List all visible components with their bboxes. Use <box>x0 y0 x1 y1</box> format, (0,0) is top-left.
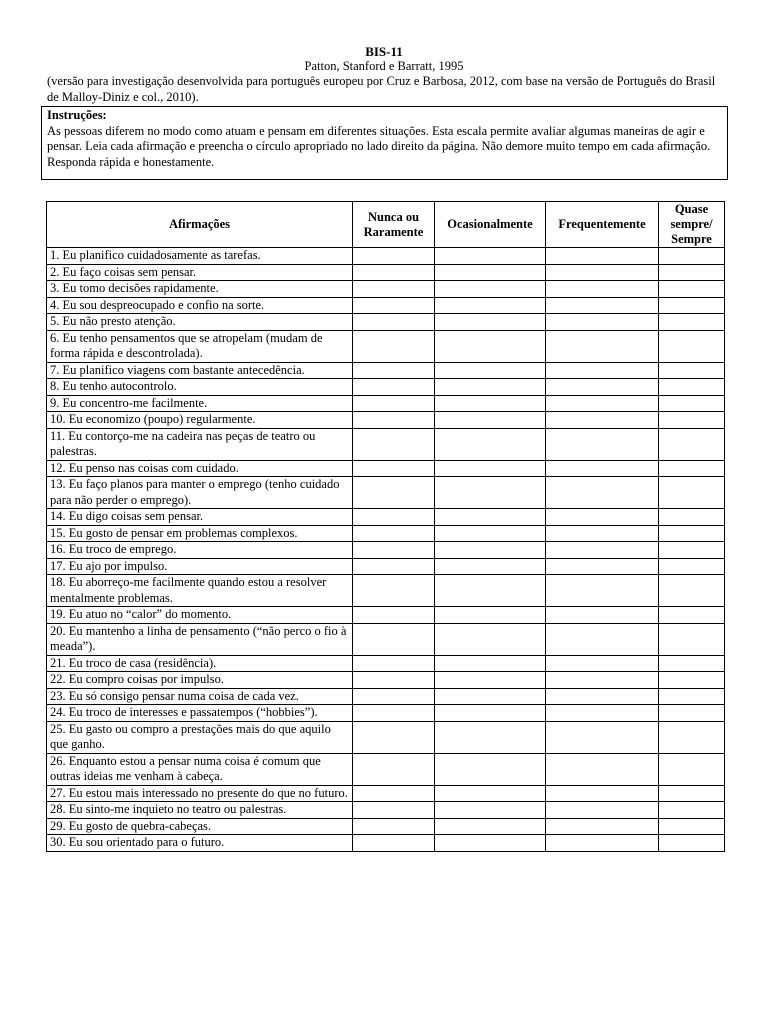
instructions-box <box>41 106 728 180</box>
answer-cell-frequently[interactable] <box>546 314 659 331</box>
statement-text: 10. Eu economizo (poupo) regularmente. <box>47 412 353 429</box>
answer-cell-never[interactable] <box>353 575 435 607</box>
answer-cell-occasionally[interactable] <box>435 688 546 705</box>
statement-text: 9. Eu concentro-me facilmente. <box>47 395 353 412</box>
answer-cell-frequently[interactable] <box>546 297 659 314</box>
answer-cell-frequently[interactable] <box>546 558 659 575</box>
answer-cell-almost-always[interactable] <box>659 428 725 460</box>
instructions-heading: Instruções: <box>47 108 107 122</box>
answer-cell-never[interactable] <box>353 379 435 396</box>
statement-text: 16. Eu troco de emprego. <box>47 542 353 559</box>
answer-cell-frequently[interactable] <box>546 248 659 265</box>
answer-cell-occasionally[interactable] <box>435 379 546 396</box>
answer-cell-almost-always[interactable] <box>659 818 725 835</box>
answer-cell-never[interactable] <box>353 330 435 362</box>
answer-cell-occasionally[interactable] <box>435 753 546 785</box>
answer-cell-never[interactable] <box>353 705 435 722</box>
table-row <box>47 525 725 542</box>
answer-cell-frequently[interactable] <box>546 623 659 655</box>
statement-text: 15. Eu gosto de pensar em problemas complexos. <box>47 525 353 542</box>
answer-cell-almost-always[interactable] <box>659 753 725 785</box>
table-row <box>47 835 725 852</box>
answer-cell-frequently[interactable] <box>546 721 659 753</box>
statement-text: 23. Eu só consigo pensar numa coisa de cada vez. <box>47 688 353 705</box>
answer-cell-frequently[interactable] <box>546 705 659 722</box>
answer-cell-occasionally[interactable] <box>435 248 546 265</box>
answer-cell-never[interactable] <box>353 362 435 379</box>
statement-text: 21. Eu troco de casa (residência). <box>47 655 353 672</box>
answer-cell-occasionally[interactable] <box>435 623 546 655</box>
answer-cell-almost-always[interactable] <box>659 248 725 265</box>
table-row <box>47 460 725 477</box>
document-authors: Patton, Stanford e Barratt, 1995 <box>304 59 464 73</box>
answer-cell-frequently[interactable] <box>546 330 659 362</box>
answer-cell-occasionally[interactable] <box>435 655 546 672</box>
table-row <box>47 607 725 624</box>
answer-cell-almost-always[interactable] <box>659 297 725 314</box>
table-row <box>47 428 725 460</box>
answer-cell-frequently[interactable] <box>546 460 659 477</box>
statement-text: 25. Eu gasto ou compro a prestações mais do que aquilo que ganho. <box>47 721 353 753</box>
answer-cell-frequently[interactable] <box>546 753 659 785</box>
table-row <box>47 672 725 689</box>
answer-cell-occasionally[interactable] <box>435 575 546 607</box>
version-note: (versão para investigação desenvolvida para português europeu por Cruz e Barbosa, 2012, com base na versão de Português do Brasil de Malloy-Diniz e col., 2010). <box>47 74 716 104</box>
answer-cell-frequently[interactable] <box>546 802 659 819</box>
table-row <box>47 558 725 575</box>
answer-cell-almost-always[interactable] <box>659 281 725 298</box>
statement-text: 30. Eu sou orientado para o futuro. <box>47 835 353 852</box>
answer-cell-never[interactable] <box>353 558 435 575</box>
answer-cell-almost-always[interactable] <box>659 379 725 396</box>
answer-cell-almost-always[interactable] <box>659 412 725 429</box>
answer-cell-never[interactable] <box>353 395 435 412</box>
answer-cell-frequently[interactable] <box>546 785 659 802</box>
table-row <box>47 248 725 265</box>
statement-text: 29. Eu gosto de quebra-cabeças. <box>47 818 353 835</box>
statement-text: 3. Eu tomo decisões rapidamente. <box>47 281 353 298</box>
answer-cell-occasionally[interactable] <box>435 428 546 460</box>
answer-cell-occasionally[interactable] <box>435 314 546 331</box>
answer-cell-frequently[interactable] <box>546 412 659 429</box>
statement-text: 11. Eu contorço-me na cadeira nas peças de teatro ou palestras. <box>47 428 353 460</box>
table-row <box>47 362 725 379</box>
table-row <box>47 688 725 705</box>
answer-cell-occasionally[interactable] <box>435 705 546 722</box>
answer-cell-never[interactable] <box>353 248 435 265</box>
table-row <box>47 297 725 314</box>
statement-text: 19. Eu atuo no “calor” do momento. <box>47 607 353 624</box>
header-row <box>47 202 725 248</box>
statement-text: 28. Eu sinto-me inquieto no teatro ou palestras. <box>47 802 353 819</box>
answer-cell-frequently[interactable] <box>546 362 659 379</box>
statement-text: 14. Eu digo coisas sem pensar. <box>47 509 353 526</box>
table-row <box>47 802 725 819</box>
statement-text: 17. Eu ajo por impulso. <box>47 558 353 575</box>
answer-cell-occasionally[interactable] <box>435 281 546 298</box>
answer-cell-almost-always[interactable] <box>659 721 725 753</box>
answer-cell-almost-always[interactable] <box>659 330 725 362</box>
answer-cell-almost-always[interactable] <box>659 395 725 412</box>
answer-cell-frequently[interactable] <box>546 655 659 672</box>
col-header-occasionally: Ocasionalmente <box>435 202 546 248</box>
answer-cell-never[interactable] <box>353 688 435 705</box>
table-row <box>47 314 725 331</box>
answer-cell-frequently[interactable] <box>546 672 659 689</box>
table-row <box>47 395 725 412</box>
answer-cell-frequently[interactable] <box>546 379 659 396</box>
answer-cell-occasionally[interactable] <box>435 264 546 281</box>
answer-cell-almost-always[interactable] <box>659 655 725 672</box>
answer-cell-occasionally[interactable] <box>435 525 546 542</box>
table-row <box>47 509 725 526</box>
answer-cell-never[interactable] <box>353 428 435 460</box>
answer-cell-almost-always[interactable] <box>659 558 725 575</box>
answer-cell-almost-always[interactable] <box>659 525 725 542</box>
answer-cell-frequently[interactable] <box>546 264 659 281</box>
answer-cell-occasionally[interactable] <box>435 460 546 477</box>
table-row <box>47 655 725 672</box>
answer-cell-never[interactable] <box>353 623 435 655</box>
answer-cell-almost-always[interactable] <box>659 802 725 819</box>
answer-cell-never[interactable] <box>353 753 435 785</box>
answer-cell-frequently[interactable] <box>546 818 659 835</box>
answer-cell-frequently[interactable] <box>546 575 659 607</box>
answer-cell-never[interactable] <box>353 818 435 835</box>
answer-cell-occasionally[interactable] <box>435 785 546 802</box>
statement-text: 13. Eu faço planos para manter o emprego (tenho cuidado para não perder o emprego). <box>47 477 353 509</box>
answer-cell-frequently[interactable] <box>546 509 659 526</box>
answer-cell-occasionally[interactable] <box>435 558 546 575</box>
answer-cell-never[interactable] <box>353 509 435 526</box>
answer-cell-frequently[interactable] <box>546 525 659 542</box>
answer-cell-never[interactable] <box>353 460 435 477</box>
statement-text: 5. Eu não presto atenção. <box>47 314 353 331</box>
answer-cell-almost-always[interactable] <box>659 460 725 477</box>
answer-cell-almost-always[interactable] <box>659 264 725 281</box>
instructions-text: As pessoas diferem no modo como atuam e pensam em diferentes situações. Esta escala permite avaliar algumas maneiras de agir e pensar. Leia cada afirmação e preencha o círculo apropriado no lado direito da página. Não demore muito tempo em cada afirmação. Responda rápida e honestamente. <box>47 123 711 169</box>
answer-cell-never[interactable] <box>353 264 435 281</box>
statement-text: 6. Eu tenho pensamentos que se atropelam (mudam de forma rápida e descontrolada). <box>47 330 353 362</box>
answer-cell-never[interactable] <box>353 281 435 298</box>
table-row <box>47 281 725 298</box>
answer-cell-almost-always[interactable] <box>659 785 725 802</box>
statement-text: 26. Enquanto estou a pensar numa coisa é comum que outras ideias me venham à cabeça. <box>47 753 353 785</box>
answer-cell-never[interactable] <box>353 721 435 753</box>
statement-text: 22. Eu compro coisas por impulso. <box>47 672 353 689</box>
answer-cell-occasionally[interactable] <box>435 542 546 559</box>
col-header-never: Nunca ou Raramente <box>353 202 435 248</box>
answer-cell-almost-always[interactable] <box>659 672 725 689</box>
answer-cell-almost-always[interactable] <box>659 607 725 624</box>
table-row <box>47 705 725 722</box>
col-header-almost-always: Quase sempre/ Sempre <box>659 202 725 248</box>
answer-cell-almost-always[interactable] <box>659 623 725 655</box>
table-row <box>47 379 725 396</box>
statement-text: 24. Eu troco de interesses e passatempos (“hobbies”). <box>47 705 353 722</box>
statement-text: 8. Eu tenho autocontrolo. <box>47 379 353 396</box>
answer-cell-almost-always[interactable] <box>659 314 725 331</box>
answer-cell-occasionally[interactable] <box>435 330 546 362</box>
answer-cell-never[interactable] <box>353 412 435 429</box>
answer-cell-almost-always[interactable] <box>659 688 725 705</box>
answer-cell-never[interactable] <box>353 525 435 542</box>
table-row <box>47 785 725 802</box>
answer-cell-occasionally[interactable] <box>435 721 546 753</box>
table-row <box>47 721 725 753</box>
answer-cell-frequently[interactable] <box>546 688 659 705</box>
answer-cell-never[interactable] <box>353 297 435 314</box>
answer-cell-occasionally[interactable] <box>435 477 546 509</box>
table-row <box>47 575 725 607</box>
answer-cell-occasionally[interactable] <box>435 835 546 852</box>
table-row <box>47 753 725 785</box>
col-header-frequently: Frequentemente <box>546 202 659 248</box>
table-row <box>47 412 725 429</box>
answer-cell-frequently[interactable] <box>546 835 659 852</box>
answer-cell-never[interactable] <box>353 802 435 819</box>
answer-cell-occasionally[interactable] <box>435 395 546 412</box>
answer-cell-never[interactable] <box>353 477 435 509</box>
table-row <box>47 818 725 835</box>
answer-cell-almost-always[interactable] <box>659 835 725 852</box>
answer-cell-almost-always[interactable] <box>659 575 725 607</box>
answer-cell-occasionally[interactable] <box>435 412 546 429</box>
statement-text: 18. Eu aborreço-me facilmente quando estou a resolver mentalmente problemas. <box>47 575 353 607</box>
statement-text: 27. Eu estou mais interessado no presente do que no futuro. <box>47 785 353 802</box>
answer-cell-almost-always[interactable] <box>659 477 725 509</box>
answer-cell-never[interactable] <box>353 542 435 559</box>
answer-cell-occasionally[interactable] <box>435 297 546 314</box>
answer-cell-never[interactable] <box>353 655 435 672</box>
answer-cell-frequently[interactable] <box>546 281 659 298</box>
answer-cell-almost-always[interactable] <box>659 542 725 559</box>
answer-cell-never[interactable] <box>353 607 435 624</box>
answer-cell-never[interactable] <box>353 672 435 689</box>
answer-cell-frequently[interactable] <box>546 477 659 509</box>
answer-cell-occasionally[interactable] <box>435 672 546 689</box>
col-header-statements: Afirmações <box>47 202 353 248</box>
table-row <box>47 542 725 559</box>
answer-cell-frequently[interactable] <box>546 428 659 460</box>
answer-cell-occasionally[interactable] <box>435 362 546 379</box>
statement-text: 4. Eu sou despreocupado e confio na sorte. <box>47 297 353 314</box>
statement-text: 20. Eu mantenho a linha de pensamento (“não perco o fio à meada”). <box>47 623 353 655</box>
table-row <box>47 330 725 362</box>
table-row <box>47 264 725 281</box>
answer-cell-occasionally[interactable] <box>435 509 546 526</box>
statement-text: 2. Eu faço coisas sem pensar. <box>47 264 353 281</box>
answer-cell-never[interactable] <box>353 314 435 331</box>
statement-text: 1. Eu planifico cuidadosamente as tarefas. <box>47 248 353 265</box>
answer-cell-occasionally[interactable] <box>435 818 546 835</box>
answer-cell-never[interactable] <box>353 785 435 802</box>
table-row <box>47 623 725 655</box>
answer-cell-frequently[interactable] <box>546 395 659 412</box>
statement-text: 12. Eu penso nas coisas com cuidado. <box>47 460 353 477</box>
answer-cell-almost-always[interactable] <box>659 509 725 526</box>
table-row <box>47 477 725 509</box>
answer-cell-frequently[interactable] <box>546 607 659 624</box>
answer-cell-occasionally[interactable] <box>435 607 546 624</box>
answer-cell-almost-always[interactable] <box>659 362 725 379</box>
statement-text: 7. Eu planifico viagens com bastante antecedência. <box>47 362 353 379</box>
answer-cell-occasionally[interactable] <box>435 802 546 819</box>
questionnaire-table <box>46 201 725 852</box>
answer-cell-frequently[interactable] <box>546 542 659 559</box>
answer-cell-never[interactable] <box>353 835 435 852</box>
document-title: BIS-11 <box>365 44 403 59</box>
answer-cell-almost-always[interactable] <box>659 705 725 722</box>
